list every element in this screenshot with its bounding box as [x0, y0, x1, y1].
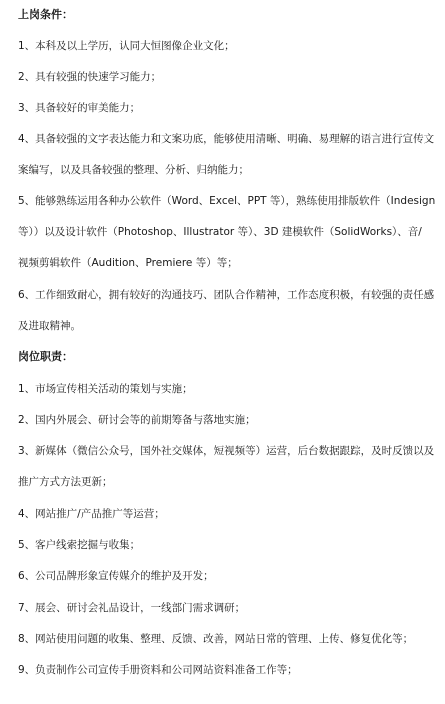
requirement-line-5: 5、能够熟练运用各种办公软件（Word、Excel、PPT 等），熟练使用排版软件（Indesign [18, 195, 436, 207]
duty-line-8: 8、网站使用问题的收集、整理、反馈、改善，网站日常的管理、上传、修复优化等； [18, 633, 414, 645]
duty-line-9: 9、负责制作公司宣传手册资料和公司网站资料准备工作等； [18, 664, 298, 676]
requirement-line-1: 1、本科及以上学历，认同大恒图像企业文化； [18, 40, 235, 52]
requirement-line-6: 6、工作细致耐心，拥有较好的沟通技巧、团队合作精神，工作态度积极，有较强的责任感 [18, 289, 435, 301]
requirement-line-5-cont-a: 等））以及设计软件（Photoshop、Illustrator 等）、3D 建模软件（SolidWorks）、音/ [18, 226, 422, 238]
duty-line-2: 2、国内外展会、研讨会等的前期筹备与落地实施； [18, 414, 256, 426]
duty-line-4: 4、网站推广/产品推广等运营； [18, 508, 165, 520]
duties-heading: 岗位职责： [18, 350, 73, 363]
duty-line-3-cont: 推广方式方法更新； [18, 476, 113, 488]
requirements-heading: 上岗条件： [18, 8, 73, 21]
duty-line-1: 1、市场宣传相关活动的策划与实施； [18, 383, 193, 395]
requirement-line-5-cont-b: 视频剪辑软件（Audition、Premiere 等）等； [18, 257, 238, 269]
requirement-line-4-cont: 案编写，以及具备较强的整理、分析、归纳能力； [18, 164, 249, 176]
duty-line-6: 6、公司品牌形象宣传媒介的维护及开发； [18, 570, 214, 582]
duty-line-7: 7、展会、研讨会礼品设计，一线部门需求调研； [18, 602, 246, 614]
requirement-line-4: 4、具备较强的文字表达能力和文案功底，能够使用清晰、明确、易理解的语言进行宣传文 [18, 133, 435, 145]
requirement-line-2: 2、具有较强的快速学习能力； [18, 71, 162, 83]
requirement-line-3: 3、具备较好的审美能力； [18, 102, 141, 114]
requirement-line-6-cont: 及进取精神。 [18, 320, 81, 332]
duty-line-3: 3、新媒体（微信公众号，国外社交媒体，短视频等）运营，后台数据跟踪，及时反馈以及 [18, 445, 435, 457]
duty-line-5: 5、客户线索挖掘与收集； [18, 539, 141, 551]
